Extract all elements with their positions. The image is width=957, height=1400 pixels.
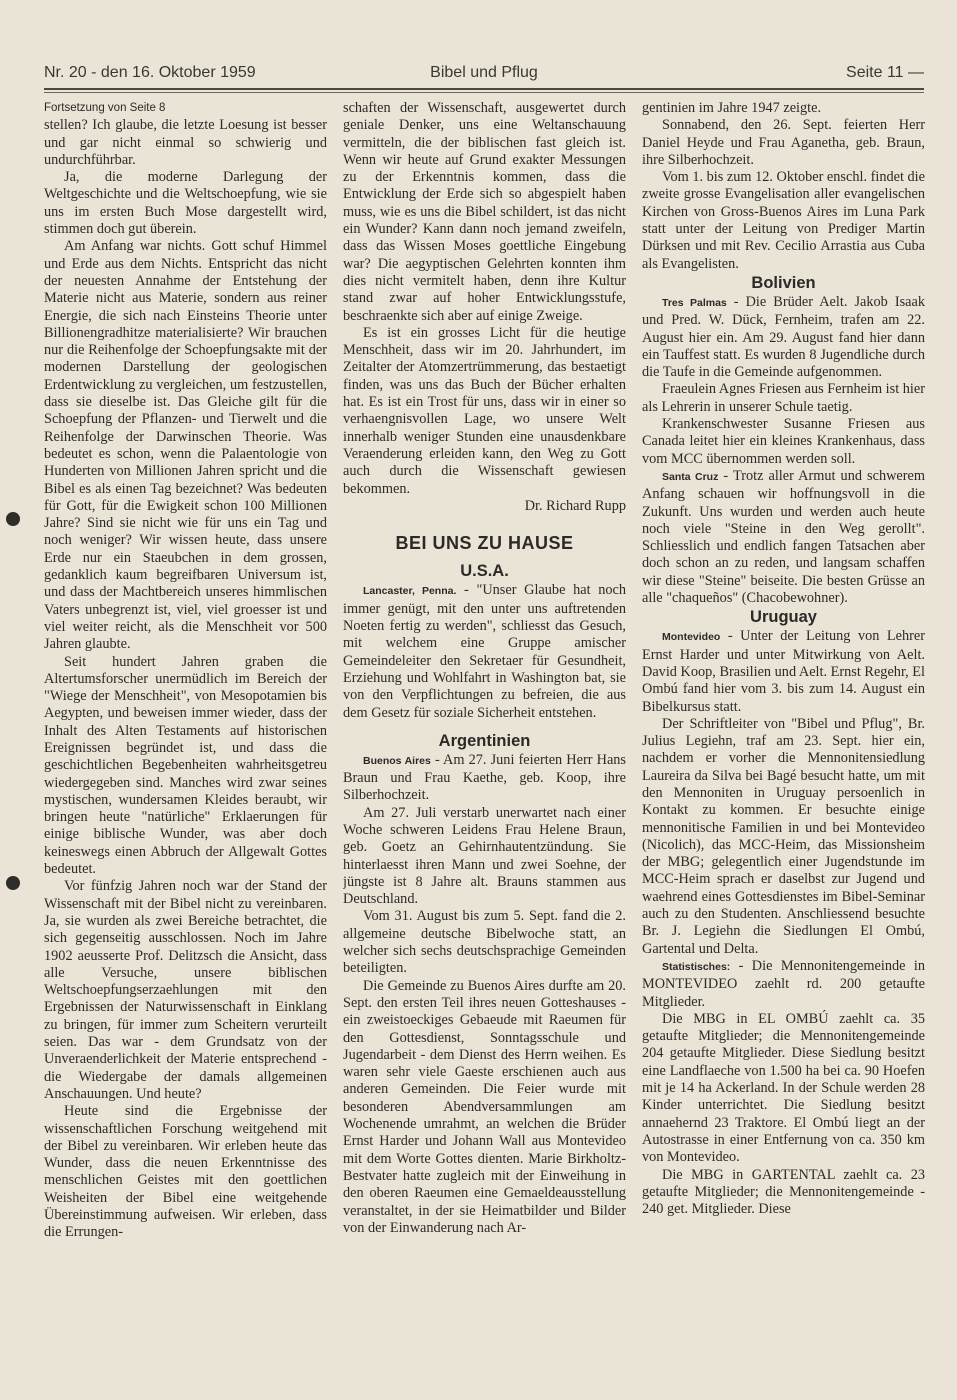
column-3 (642, 100, 925, 1390)
publication-title: Bibel und Pflug (430, 64, 538, 81)
paragraph: schaften der Wissenschaft, ausgewertet durch geniale Denker, uns eine Weltanschauung vermitteln, die der biblischen fast gleich ist. Wenn wir heute auf Grund exakter Messungen zu der Erkenntnis kommen, dass die Entwicklung der Erde sich so abgespielt haben muss, wie es uns die Bibel schildert, ist das nicht ein Wunder? Kann dann noch jemand zweifeln, dass das Wissen Moses goettliche Eingebung war? Die aegyptischen Gelehrten konnten ihm dies nicht vermitelt haben, denn ihre Kultur stand zwar auf hoher Entwicklungsstufe, beschraenkte sich aber auf einige Zweige. (343, 100, 626, 324)
paragraph: Seit hundert Jahren graben die Altertumsforscher unermüdlich im Bereich der "Wiege der Menschheit", von Mesopotamien bis Aegypten, und beweisen immer wieder, dass der Inhalt des Alten Testaments auf historischen Ereignissen begründet ist, und dass die geschichtlichen Begebenheiten wahrheitsgetreu wiedergegeben sind. Manches wird zwar seines mystischen, wundersamen Kleides beraubt, wir bringen heute "natürliche" Erklaerungen für einige biblische Wunder, was aber doch keineswegs einen Abbruch der Allgewalt Gottes bedeutet. (44, 653, 327, 878)
punch-hole (6, 512, 20, 526)
issue-date: Nr. 20 - den 16. Oktober 1959 (44, 64, 256, 81)
paragraph: gentinien im Jahre 1947 zeigte. (642, 100, 822, 116)
news-item: Tres Palmas - Die Brüder Aelt. Jakob Isaak und Pred. W. Dück, Fernheim, trafen am 22. August hier ein. Am 29. August fand hier dann ein Tauffest statt. Es wurden 8 Jugendliche durch die Taufe in die Gemeinde aufgenommen. (642, 293, 925, 381)
news-item: Montevideo - Unter der Leitung von Lehrer Ernst Harder und unter Mitwirkung von Aelt. David Koop, Brasilien und Aelt. Ernst Regehr, El Ombú fand hier vom 3. bis zum 14. August ein Bibelkursus statt. (642, 628, 925, 715)
paragraph: Krankenschwester Susanne Friesen aus Canada leitet hier ein kleines Krankenhaus, dass vom MCC übernommen werden soll. (642, 416, 925, 467)
paragraph: Vom 31. August bis zum 5. Sept. fand die 2. allgemeine deutsche Bibelwoche statt, an welcher sich sechs deutschsprachige Gemeinden beteiligten. (343, 908, 626, 977)
country-heading-bolivien: Bolivien (751, 273, 816, 292)
paragraph: Die Gemeinde zu Buenos Aires durfte am 20. Sept. den ersten Teil ihres neuen Gotteshauses - ein zweistoeckiges Gebaeude mit Raeumen für den Gottesdienst, Sonntagsschule und Jugendarbeit - dem Dienst des Herrn weihen. Es waren sehr viele Gaeste erschienen auch aus anderen Gemeinden. Die Feier wurde mit besonderen Abendversammlungen am Wochenende umrahmt, an welchen die Brüder Ernst Harder und Johann Wall aus Montevideo mit dem Worte Gottes dienten. Marie Birkholtz-Bestvater hatte zugleich mit der Einweihung in den oberen Raeumen eine Gemaeldeausstellung veranstaltet, in der sie Heimatbilder und Bilder von der Einwanderung nach Ar- (343, 977, 626, 1236)
place-name: Montevideo (662, 631, 721, 644)
paragraph: Am 27. Juli verstarb unerwartet nach einer Woche schweren Leidens Frau Helene Braun, geb. Goetz an Gehirnhautentzündung. Sie hinterlaesst ihren Mann und zwei Soehne, der jüngste ist 8 Jahre alt. Brauns stammen aus Deutschland. (343, 804, 626, 908)
place-name: Santa Cruz (662, 470, 719, 483)
section-title: BEI UNS ZU HAUSE (395, 533, 574, 554)
paragraph: Der Schriftleiter von "Bibel und Pflug", Br. Julius Legiehn, traf am 23. Sept. hier ein, nachdem er vorher die Mennonitensiedlung Laureira da Silva bei Bagé besucht hatte, um mit den Mennoniten in Uruguay persoenlich in Kontakt zu kommen. Er besuchte einige mennonitische Familien in und bei Montevideo (Nicolich), das MCC-Heim, das Missionsheim der MBG; gelegentlich einer Jugendstunde im MCC-Heim sprach er daselbst zur Jugend und waehrend eines Gottesdienstes im Bibel-Seminar auch zu den Studenten. Anschliessend besuchte Br. J. Legiehn die Siedlungen El Ombú, Gartental und Delta. (642, 715, 925, 957)
paragraph: Heute sind die Ergebnisse der wissenschaftlichen Forschung weitgehend mit der Bibel zu vereinbaren. Wir erleben heute das Wunder, dass die neuen Erkenntnisse des menschlichen Geistes mit den goettlichen Weisheiten der Bibel eine weitgehende Übereinstimmung aufweisen. Wir erleben, dass die Errungen- (44, 1103, 327, 1241)
page-header (44, 60, 924, 88)
column-2 (343, 100, 626, 1390)
paragraph: Am Anfang war nichts. Gott schuf Himmel und Erde aus dem Nichts. Entspricht das nicht der neuesten Annahme der Entstehung der Materie nicht aus Materie, sondern aus reiner Energie, die sich nach Einsteins Theorie unter Billionengradhitze materialisierte? Wir brauchen nur die Reihenfolge der Schoepfungsakte mit der modernen Darstellung der geologischen Erdentwicklung zu vergleichen, um festzustellen, dass sie dieselbe ist. Das Gleiche gilt für die Schoepfung der Pflanzen- und Tierwelt und die Reihenfolge der Darwinschen Theorie. Was bedeutet es schon, wenn die Palaentologie von Hunderten von Millionen Jahren spricht und die Bibel es als einen Tag bezeichnet? Was bedeuten für Gott, für die Ewigkeit schon 100 Millionen Jahre? Sind sie nicht wie für uns ein Tag und noch weniger? Wir wissen heute, dass unsere Erde nur ein Staeubchen in dem grossen, gedanklich kaum begreifbaren Universum ist, und dass der Machtbereich unseres himmlischen Vaters unbegrenzt ist, viel, viel groesser ist und viel weiter reicht, als die Menschheit vor 500 Jahren glaubte. (44, 238, 327, 653)
column-1 (44, 100, 327, 1390)
header-rule (44, 88, 924, 90)
paragraph: Vor fünfzig Jahren noch war der Stand der Wissenschaft mit der Bibel nicht zu vereinbaren. Ja, sie wurden als zwei Bereiche betrachtet, die sich gegenseitig ausschlossen. Noch im Jahre 1902 aeusserte Prof. Delitzsch die Ansicht, dass alle Versuche, unsere biblischen Weltschoepfungserzaehlungen mit den Ergebnissen der Naturwissenschaft in Einklang zu bringen, für immer zum Scheitern verurteilt seien. Das war - dem Grundsatz von der Unveraenderlichkeit der Materie entsprechend - die Wiedergabe der damals allgemeinen Anschauungen. Und heute? (44, 878, 327, 1102)
punch-hole (6, 876, 20, 890)
paragraph: Es ist ein grosses Licht für die heutige Menschheit, dass wir im 20. Jahrhundert, im Zeitalter der Atomzertrümmerung, das bestaetigt finden, was uns das Buch der Bücher erhalten hat. Es ist ein Trost für uns, dass wir in einer so verhaengnisvollen Lage, wo unsere Welt innerhalb weniger Stunden eine unausdenkbare Veraenderung erleiden kann, den Weg zu Gott auch durch die Wissenschaft gewiesen bekommen. (343, 324, 626, 497)
country-heading-argentinien: Argentinien (438, 731, 531, 750)
place-name: Tres Palmas (662, 296, 727, 309)
place-name: Buenos Aires (363, 754, 431, 767)
statistics-label: Statistisches: (662, 960, 731, 973)
paragraph: Die MBG in EL OMBÚ zaehlt ca. 35 getaufte Mitglieder; die Mennonitengemeinde 204 getaufte Mitglieder. Diese Siedlung besitzt eine Landflaeche von 1.500 ha bei ca. 90 Hoefen mit je 14 ha Ackerland. In der Schule werden 28 Kinder unterrichtet. Die Siedlung besitzt annaehernd 23 Traktore. El Ombú liegt an der Autostrasse in einer Entfernung von ca. 350 km von Montevideo. (642, 1010, 925, 1166)
country-heading-uruguay: Uruguay (750, 608, 817, 627)
paragraph: Sonnabend, den 26. Sept. feierten Herr Daniel Heyde und Frau Aganetha, geb. Braun, ihre Silberhochzeit. (642, 117, 925, 168)
news-item: Santa Cruz - Trotz aller Armut und schwerem Anfang schauen wir hoffnungsvoll in die Zukunft. Uns wurden und werden auch heute noch viele "Steine in den Weg gerollt". Schliesslich und endlich fangen Tatsachen aber doch schon an zu reden, und langsam schaffen wir diese "Steine" beiseite. Die besten Grüsse an alle "chaqueños" (Chacobewohner). (642, 467, 925, 607)
news-item: Buenos Aires - Am 27. Juni feierten Herr Hans Braun und Frau Kaethe, geb. Koop, ihre Silberhochzeit. (343, 751, 626, 804)
news-item: Statistisches: - Die Mennonitengemeinde in MONTEVIDEO zaehlt rd. 200 getaufte Mitglieder. (642, 957, 925, 1010)
paragraph: Fraeulein Agnes Friesen aus Fernheim ist hier als Lehrerin in unserer Schule taetig. (642, 381, 925, 415)
paragraph: Die MBG in GARTENTAL zaehlt ca. 23 getaufte Mitglieder; die Mennonitengemeinde - 240 get. Mitglieder. Diese (642, 1166, 925, 1218)
paragraph: Vom 1. bis zum 12. Oktober enschl. findet die zweite grosse Evangelisation aller evangelischen Kirchen von Gross-Buenos Aires im Luna Park statt unter der Leitung von Prediger Martin Dürksen und mit Rev. Cecilio Arrastia aus Cuba als Evangelisten. (642, 169, 925, 272)
paragraph: Ja, die moderne Darlegung der Weltgeschichte und die Weltschoepfung, wie sie uns im ersten Buch Mose dargestellt wird, stimmen doch gut überein. (44, 169, 327, 238)
continuation-note: Fortsetzung von Seite 8 (44, 102, 166, 114)
country-heading-usa: U.S.A. (460, 562, 509, 581)
header-rule-thin (44, 92, 924, 93)
news-item: Lancaster, Penna. - "Unser Glaube hat noch immer genügt, mit den unter uns auftretenden Noeten fertig zu werden", schliesst das Gesuch, mit welchem eine Gruppe amischer Gemeindeleiter den Sekretaer für Gesundheit, Erziehung und Wohlfahrt in Washington bat, sie von den Verpflichtungen zu befreien, die aus dem Gesetz für soziale Sicherheit entstehen. (343, 582, 626, 721)
page-number: Seite 11 — (846, 64, 924, 81)
paragraph: stellen? Ich glaube, die letzte Loesung ist besser und gar nicht einmal so schwierig und undurchführbar. (44, 117, 327, 168)
place-name: Lancaster, Penna. (363, 585, 457, 598)
author-signature: Dr. Richard Rupp (524, 497, 626, 514)
